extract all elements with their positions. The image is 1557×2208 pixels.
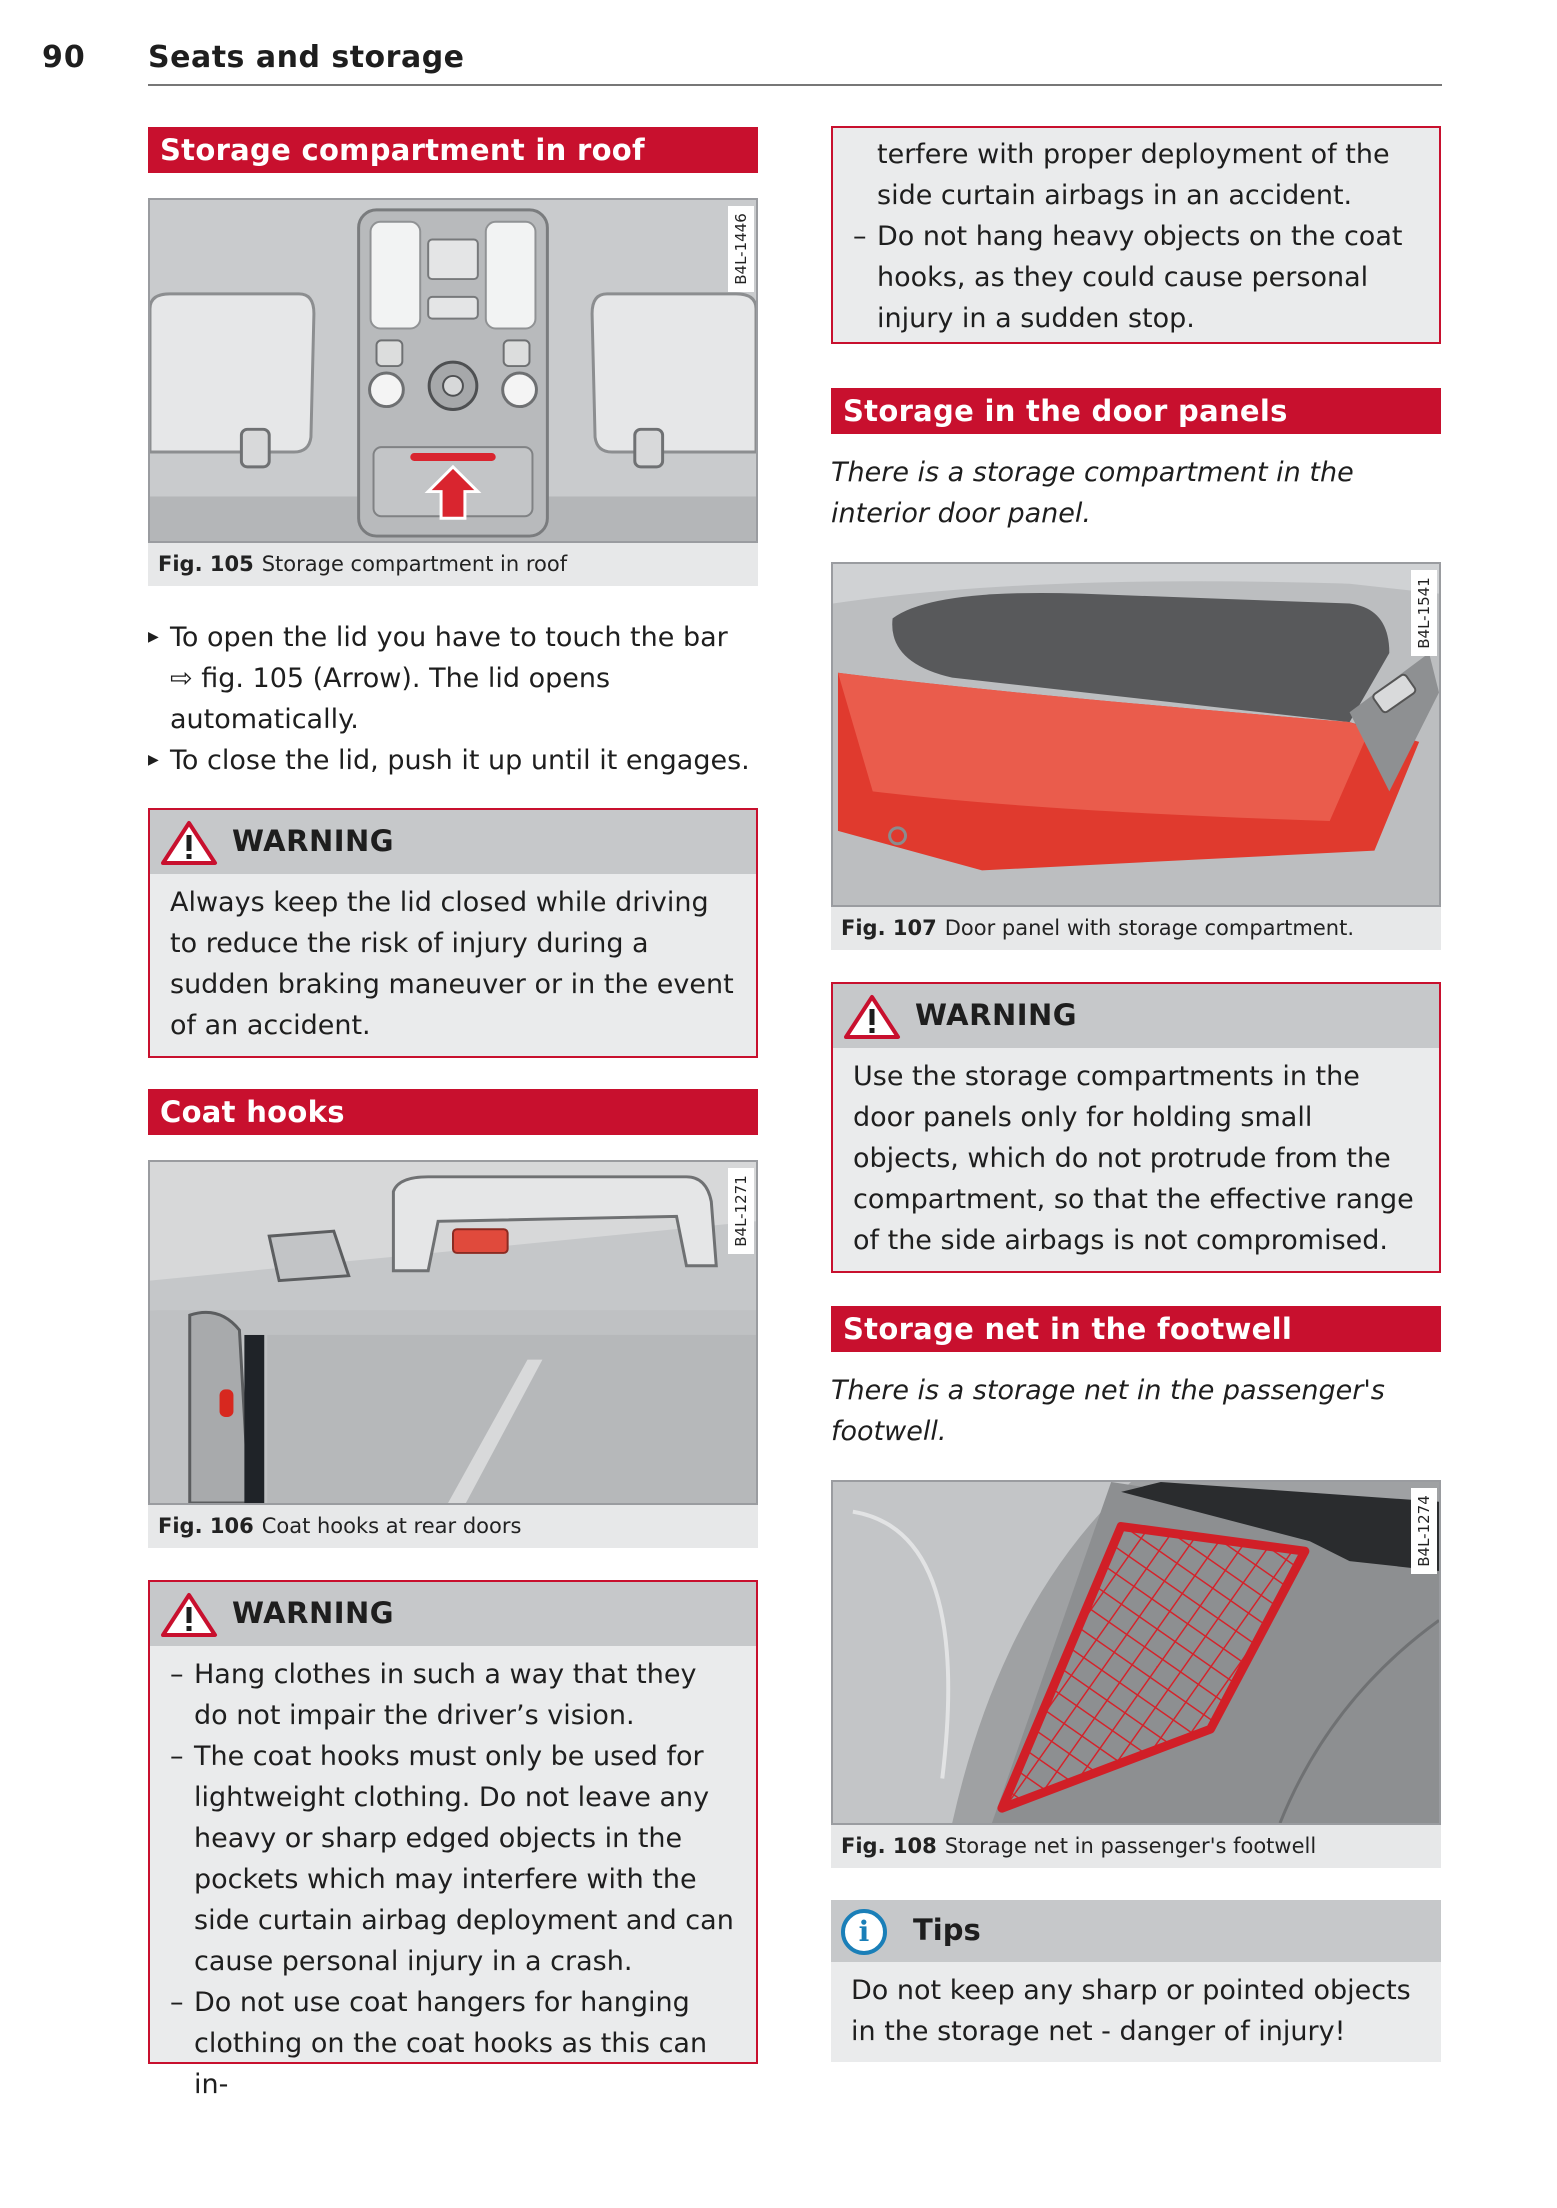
warning-item: – The coat hooks must only be used for lightweight clothing. Do not leave any heavy or sharp edged objects in the pockets which may interfere with the side curtain airbag deployment and can cause personal injury in a crash.	[170, 1736, 738, 1982]
warning-box-roof	[148, 808, 758, 1058]
roof-bullet-open: ▶ To open the lid you have to touch the bar ⇨ fig. 105 (Arrow). The lid opens automatically.	[148, 617, 758, 740]
warning-box-continued	[831, 126, 1441, 344]
warning-text: Use the storage compartments in the door panels only for holding small objects, which do not protrude from the compartment, so that the effective range of the side airbags is not compromised.	[853, 1061, 1414, 1256]
warning-continued-text: terfere with proper deployment of the side curtain airbags in an accident.	[877, 139, 1390, 211]
warning-title: WARNING	[232, 824, 395, 858]
warning-title: WARNING	[232, 1596, 395, 1630]
chapter-title: Seats and storage	[148, 40, 465, 75]
warning-item: – Hang clothes in such a way that they do not impair the driver’s vision.	[170, 1654, 738, 1736]
info-icon: i	[841, 1909, 887, 1955]
figure-108	[831, 1480, 1441, 1868]
header-rule	[148, 84, 1442, 86]
section-title-door-panels: Storage in the door panels	[831, 388, 1441, 434]
figure-105-code: B4L-1446	[728, 206, 754, 292]
figure-105	[148, 198, 758, 586]
figure-107-image	[831, 562, 1441, 907]
warning-triangle-icon	[160, 1592, 218, 1638]
warning-item: – Do not use coat hangers for hanging clothing on the coat hooks as this can in-	[170, 1982, 738, 2105]
section-title-storage-net: Storage net in the footwell	[831, 1306, 1441, 1352]
roof-instructions	[148, 617, 758, 781]
door-panel-illustration	[833, 564, 1439, 905]
roof-bullet-close: ▶ To close the lid, push it up until it engages.	[148, 740, 758, 781]
figure-108-code: B4L-1274	[1411, 1488, 1437, 1574]
warning-item: – Do not hang heavy objects on the coat hooks, as they could cause personal injury in a sudden stop.	[853, 216, 1421, 339]
figure-107	[831, 562, 1441, 950]
page-number: 90	[42, 40, 86, 75]
figure-107-caption: Fig. 107 Door panel with storage compartment.	[831, 907, 1441, 950]
warning-triangle-icon	[160, 820, 218, 866]
roof-console-illustration	[150, 200, 756, 541]
coat-hook-illustration	[150, 1162, 756, 1503]
door-intro: There is a storage compartment in the interior door panel.	[831, 457, 1354, 529]
page-header	[42, 40, 1442, 88]
warning-box-door-panels	[831, 982, 1441, 1273]
net-intro: There is a storage net in the passenger's footwell.	[831, 1375, 1385, 1447]
figure-106-code: B4L-1271	[728, 1168, 754, 1254]
warning-triangle-icon	[843, 994, 901, 1040]
storage-net-illustration	[833, 1482, 1439, 1823]
tips-title: Tips	[913, 1913, 981, 1947]
figure-105-caption: Fig. 105 Storage compartment in roof	[148, 543, 758, 586]
figure-107-code: B4L-1541	[1411, 570, 1437, 656]
warning-text: Always keep the lid closed while driving to reduce the risk of injury during a sudden braking maneuver or in the event of an accident.	[170, 887, 734, 1041]
warning-box-coat-hooks	[148, 1580, 758, 2100]
figure-106-image	[148, 1160, 758, 1505]
section-title-coat-hooks: Coat hooks	[148, 1089, 758, 1135]
tips-box	[831, 1900, 1441, 2062]
section-title-roof: Storage compartment in roof	[148, 127, 758, 173]
figure-108-caption: Fig. 108 Storage net in passenger's footwell	[831, 1825, 1441, 1868]
warning-title: WARNING	[915, 998, 1078, 1032]
figure-106-caption: Fig. 106 Coat hooks at rear doors	[148, 1505, 758, 1548]
figure-106	[148, 1160, 758, 1548]
tips-text: Do not keep any sharp or pointed objects in the storage net - danger of injury!	[851, 1975, 1411, 2047]
figure-105-image	[148, 198, 758, 543]
figure-108-image	[831, 1480, 1441, 1825]
